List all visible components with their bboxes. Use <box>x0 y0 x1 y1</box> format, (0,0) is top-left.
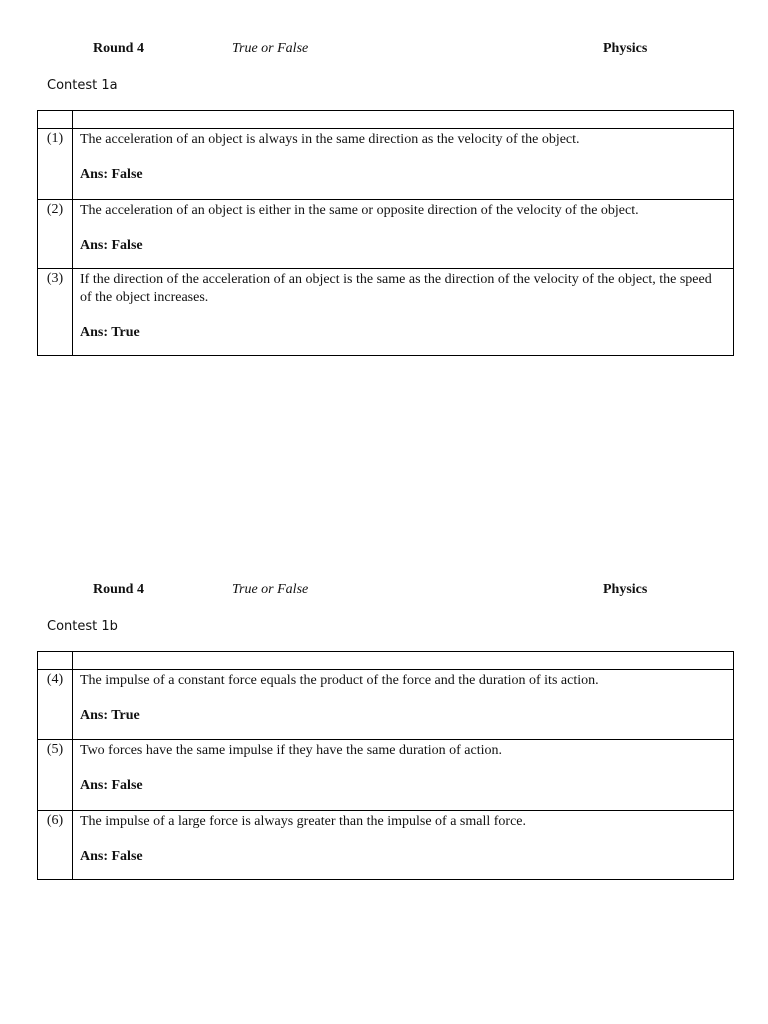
question-cell <box>73 740 734 811</box>
question-table <box>37 651 734 880</box>
question-table <box>37 110 734 356</box>
answer-text: Ans: False <box>80 238 143 253</box>
contest-label: Contest 1a <box>47 78 118 93</box>
answer-text: Ans: True <box>80 708 140 723</box>
subject-label: Physics <box>603 41 648 56</box>
question-text: The impulse of a constant force equals the product of the force and the duration of its action. <box>80 673 599 688</box>
subject-label: Physics <box>603 582 648 597</box>
question-row <box>38 129 734 200</box>
question-text: If the direction of the acceleration of an object is the same as the direction of the velocity of the object, the speed of the object increases. <box>80 272 712 305</box>
answer-text: Ans: True <box>80 325 140 340</box>
question-text: The impulse of a large force is always greater than the impulse of a small force. <box>80 814 527 829</box>
question-text: The acceleration of an object is always in the same direction as the velocity of the object. <box>80 132 580 147</box>
question-cell <box>73 200 734 269</box>
question-number: (5) <box>38 740 73 811</box>
contest-label: Contest 1b <box>47 619 118 634</box>
round-label: Round 4 <box>93 582 144 597</box>
question-cell <box>73 811 734 880</box>
round-label: Round 4 <box>93 41 144 56</box>
question-cell <box>73 670 734 740</box>
answer-text: Ans: False <box>80 778 143 793</box>
question-number: (1) <box>38 129 73 200</box>
question-row <box>38 200 734 269</box>
table-header-row <box>38 652 734 670</box>
question-type-label: True or False <box>232 41 309 56</box>
question-row <box>38 670 734 740</box>
question-number: (6) <box>38 811 73 880</box>
question-text: Two forces have the same impulse if they have the same duration of action. <box>80 743 502 758</box>
question-row <box>38 269 734 356</box>
question-number: (4) <box>38 670 73 740</box>
answer-text: Ans: False <box>80 849 143 864</box>
question-number: (2) <box>38 200 73 269</box>
question-row <box>38 740 734 811</box>
question-type-label: True or False <box>232 582 309 597</box>
question-cell <box>73 129 734 200</box>
question-number: (3) <box>38 269 73 356</box>
table-header-row <box>38 111 734 129</box>
question-text: The acceleration of an object is either in the same or opposite direction of the velocity of the object. <box>80 203 639 218</box>
answer-text: Ans: False <box>80 167 143 182</box>
question-row <box>38 811 734 880</box>
question-cell <box>73 269 734 356</box>
